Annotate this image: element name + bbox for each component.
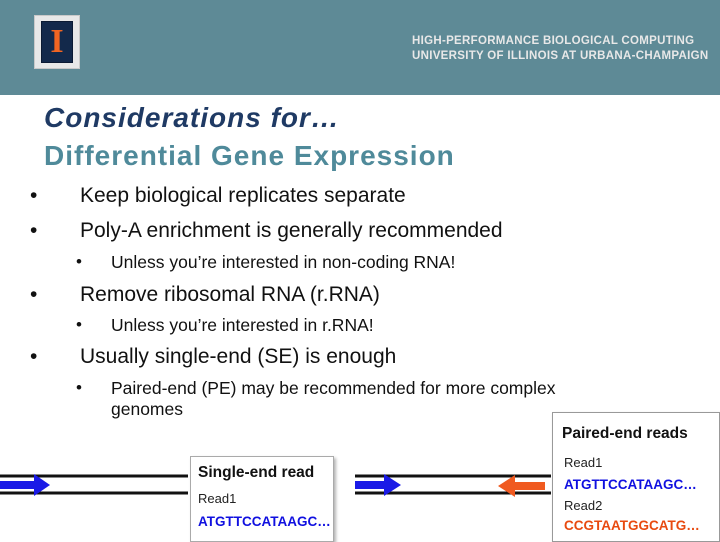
bullet-marker: • bbox=[30, 219, 38, 242]
org-name-line2: UNIVERSITY OF ILLINOIS AT URBANA-CHAMPAIGN bbox=[412, 50, 709, 62]
logo-letter: I bbox=[50, 23, 64, 60]
sub-bullet-marker: • bbox=[76, 378, 82, 397]
single-end-title: Single-end read bbox=[198, 464, 315, 481]
bullet-text: Keep biological replicates separate bbox=[80, 184, 406, 207]
sub-bullet-marker: • bbox=[76, 315, 82, 334]
bullet-marker: • bbox=[30, 345, 38, 368]
paired-end-read2-sequence: CCGTAATGGCATG… bbox=[564, 518, 700, 533]
paired-end-read1-sequence: ATGTTCCATAAGC… bbox=[564, 477, 697, 492]
sub-bullet-text: Unless you’re interested in non-coding RNA! bbox=[111, 252, 456, 272]
single-end-read-sequence: ATGTTCCATAAGC… bbox=[198, 514, 331, 529]
bullet-text: Remove ribosomal RNA (r.RNA) bbox=[80, 283, 380, 306]
sub-bullet-text: Paired-end (PE) may be recommended for more complex genomes bbox=[111, 378, 556, 419]
bullet-marker: • bbox=[30, 283, 38, 306]
slide-title-line2: Differential Gene Expression bbox=[44, 140, 455, 171]
single-end-read-label: Read1 bbox=[198, 491, 237, 506]
org-name-line1: HIGH-PERFORMANCE BIOLOGICAL COMPUTING bbox=[412, 35, 695, 47]
slide-title-line1: Considerations for… bbox=[44, 102, 340, 133]
paired-end-read1-label: Read1 bbox=[564, 455, 603, 470]
bullet-marker: • bbox=[30, 184, 38, 207]
sub-bullet-text: Unless you’re interested in r.RNA! bbox=[111, 315, 374, 335]
sub-bullet-marker: • bbox=[76, 252, 82, 271]
paired-end-read2-label: Read2 bbox=[564, 498, 603, 513]
paired-end-title: Paired-end reads bbox=[562, 425, 688, 442]
bullet-text: Usually single-end (SE) is enough bbox=[80, 345, 397, 368]
bullet-text: Poly-A enrichment is generally recommended bbox=[80, 219, 503, 242]
